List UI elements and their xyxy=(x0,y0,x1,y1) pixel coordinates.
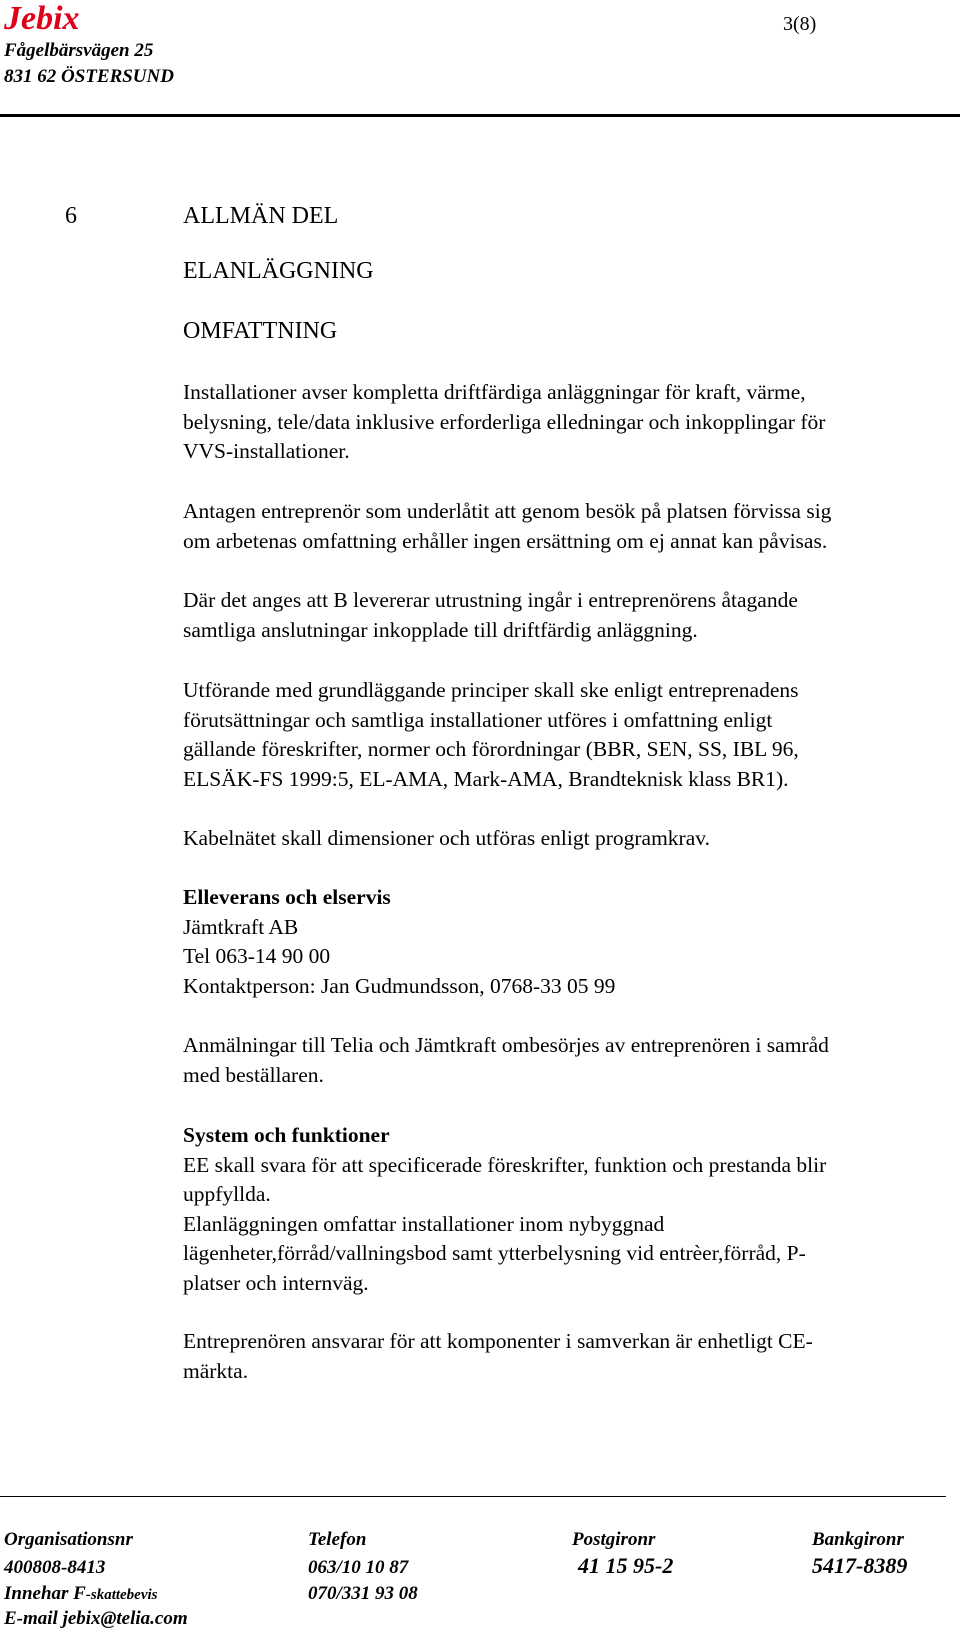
text-line: ELSÄK-FS 1999:5, EL-AMA, Mark-AMA, Brandteknisk klass BR1). xyxy=(183,766,789,791)
text-line: om arbetenas omfattning erhåller ingen ersättning om ej annat kan påvisas. xyxy=(183,528,828,553)
postgiro-label: Postgironr xyxy=(572,1529,656,1550)
text-line: Kabelnätet skall dimensioner och utföras enligt programkrav. xyxy=(183,826,710,850)
tax-certificate xyxy=(4,1583,158,1605)
paragraph-notifications xyxy=(183,1031,953,1090)
text-line: Entreprenören ansvarar för att komponenter i samverkan är enhetligt CE- xyxy=(183,1329,813,1353)
street-address: Fågelbärsvägen 25 xyxy=(4,40,154,61)
text-line: VVS-installationer. xyxy=(183,439,350,464)
paragraph-scope xyxy=(183,378,953,467)
tax-certificate-label: Innehar F xyxy=(4,1583,86,1604)
page-number: 3(8) xyxy=(783,13,817,35)
text-line: Anmälningar till Telia och Jämtkraft ombesörjes av entreprenören i samråd xyxy=(183,1033,829,1057)
text-line: förutsättningar och samtliga installationer utföres i omfattning enligt xyxy=(183,707,773,732)
paragraph-heading: System och funktioner xyxy=(183,1123,390,1147)
section-title: ALLMÄN DEL xyxy=(183,203,339,229)
postgiro-value: 41 15 95-2 xyxy=(578,1553,674,1578)
text-line: Tel 063-14 90 00 xyxy=(183,944,331,969)
paragraph-site-visit xyxy=(183,497,953,556)
text-line: med beställaren. xyxy=(183,1062,324,1087)
tax-certificate-suffix: -skattebevis xyxy=(85,1587,158,1603)
postal-address: 831 62 ÖSTERSUND xyxy=(4,66,174,87)
company-logo: Jebix xyxy=(4,0,80,37)
subsection-title: OMFATTNING xyxy=(183,318,338,344)
text-line: Antagen entreprenör som underlåtit att genom besök på platsen förvissa sig xyxy=(183,499,832,523)
section-number: 6 xyxy=(65,203,77,229)
text-line: uppfyllda. xyxy=(183,1182,271,1207)
paragraph-systems xyxy=(183,1121,953,1299)
paragraph-execution xyxy=(183,676,953,794)
paragraph-cable-network xyxy=(183,824,953,854)
text-line: Elanläggningen omfattar installationer inom nybyggnad xyxy=(183,1211,665,1236)
text-line: Där det anges att B levererar utrustning ingår i entreprenörens åtagande xyxy=(183,588,798,612)
text-line: Installationer avser kompletta driftfärdiga anläggningar för kraft, värme, xyxy=(183,380,806,404)
text-line: belysning, tele/data inklusive erforderliga elledningar och inkopplingar för xyxy=(183,409,826,434)
footer-email: E-mail jebix@telia.com xyxy=(4,1608,188,1629)
text-line: Utförande med grundläggande principer skall ske enligt entreprenadens xyxy=(183,678,799,702)
text-line: EE skall svara för att specificerade föreskrifter, funktion och prestanda blir xyxy=(183,1152,827,1177)
paragraph-heading: Elleverans och elservis xyxy=(183,885,391,909)
text-line: märkta. xyxy=(183,1358,249,1383)
org-number-value: 400808-8413 xyxy=(4,1557,106,1578)
text-line: gällande föreskrifter, normer och förordningar (BBR, SEN, SS, IBL 96, xyxy=(183,737,799,762)
text-line: Kontaktperson: Jan Gudmundsson, 0768-33 05 99 xyxy=(183,973,616,998)
footer-divider xyxy=(0,1496,946,1497)
bankgiro-value: 5417-8389 xyxy=(812,1553,908,1578)
text-line: lägenheter,förråd/vallningsbod samt ytterbelysning vid entrèer,förråd, P- xyxy=(183,1241,806,1266)
text-line: platser och internväg. xyxy=(183,1270,369,1295)
section-subtitle: ELANLÄGGNING xyxy=(183,258,374,284)
text-line: Jämtkraft AB xyxy=(183,914,299,939)
paragraph-ce-marking xyxy=(183,1327,953,1386)
header-divider xyxy=(0,114,960,117)
phone-value-2: 070/331 93 08 xyxy=(308,1583,418,1604)
phone-label: Telefon xyxy=(308,1529,367,1550)
paragraph-equipment xyxy=(183,586,953,645)
phone-value-1: 063/10 10 87 xyxy=(308,1557,409,1578)
paragraph-electricity-supply xyxy=(183,883,953,1001)
bankgiro-label: Bankgironr xyxy=(812,1529,904,1550)
text-line: samtliga anslutningar inkopplade till driftfärdig anläggning. xyxy=(183,617,698,642)
org-number-label: Organisationsnr xyxy=(4,1529,133,1550)
